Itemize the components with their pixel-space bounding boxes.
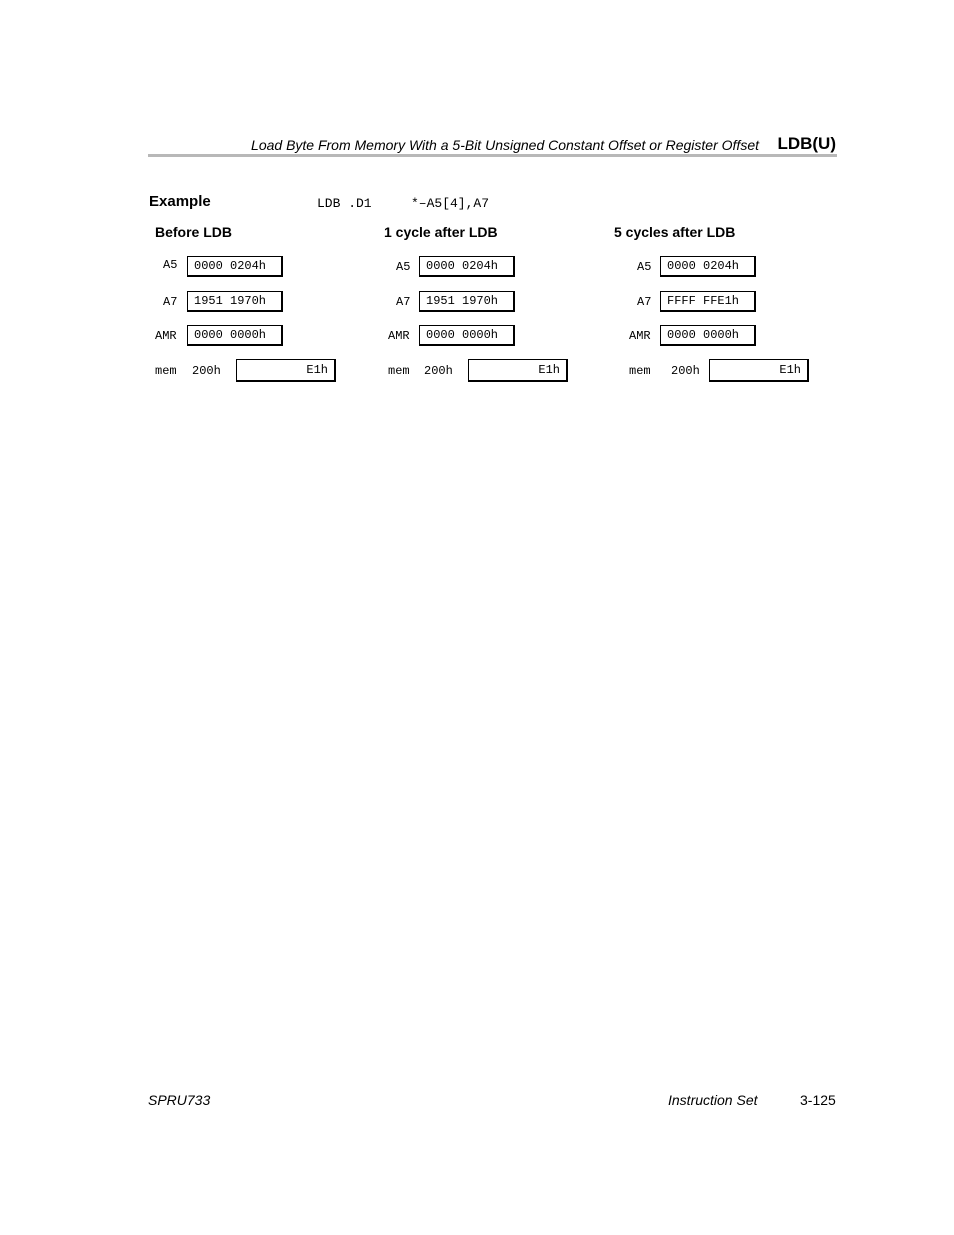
register-value-box: FFFF FFE1h [660, 291, 756, 312]
register-value-box: 0000 0204h [187, 256, 283, 277]
footer-page-number: 3-125 [800, 1092, 836, 1108]
example-label: Example [149, 193, 211, 210]
register-name: A7 [396, 295, 411, 309]
register-name: A5 [396, 260, 411, 274]
register-name: AMR [629, 329, 651, 343]
register-name: A5 [637, 260, 652, 274]
register-value-box: 0000 0000h [187, 325, 283, 346]
register-value-box: 0000 0204h [419, 256, 515, 277]
register-name: A7 [637, 295, 652, 309]
register-name: A7 [163, 295, 178, 309]
mem-address: 200h [192, 364, 221, 378]
register-name: AMR [155, 329, 177, 343]
mem-value-box: E1h [236, 359, 336, 382]
footer-section: Instruction Set [668, 1092, 758, 1108]
mem-label: mem [629, 364, 651, 378]
register-value-box: 0000 0000h [660, 325, 756, 346]
mem-address: 200h [671, 364, 700, 378]
footer-doc-id: SPRU733 [148, 1092, 211, 1108]
column-title: 1 cycle after LDB [384, 224, 498, 240]
register-name: AMR [388, 329, 410, 343]
example-operands: *–A5[4],A7 [411, 196, 490, 211]
register-value-box: 1951 1970h [187, 291, 283, 312]
header-title: Load Byte From Memory With a 5-Bit Unsigned Constant Offset or Register Offset [251, 137, 759, 153]
mem-value-box: E1h [468, 359, 568, 382]
example-instruction: LDB .D1 [317, 196, 372, 211]
header-instruction-code: LDB(U) [777, 134, 836, 153]
header-rule [148, 154, 837, 157]
register-value-box: 0000 0204h [660, 256, 756, 277]
register-value-box: 0000 0000h [419, 325, 515, 346]
register-name: A5 [163, 258, 178, 272]
mem-address: 200h [424, 364, 453, 378]
column-title: Before LDB [155, 224, 233, 240]
mem-value-box: E1h [709, 359, 809, 382]
register-value-box: 1951 1970h [419, 291, 515, 312]
mem-label: mem [388, 364, 410, 378]
mem-label: mem [155, 364, 177, 378]
column-title: 5 cycles after LDB [614, 224, 736, 240]
